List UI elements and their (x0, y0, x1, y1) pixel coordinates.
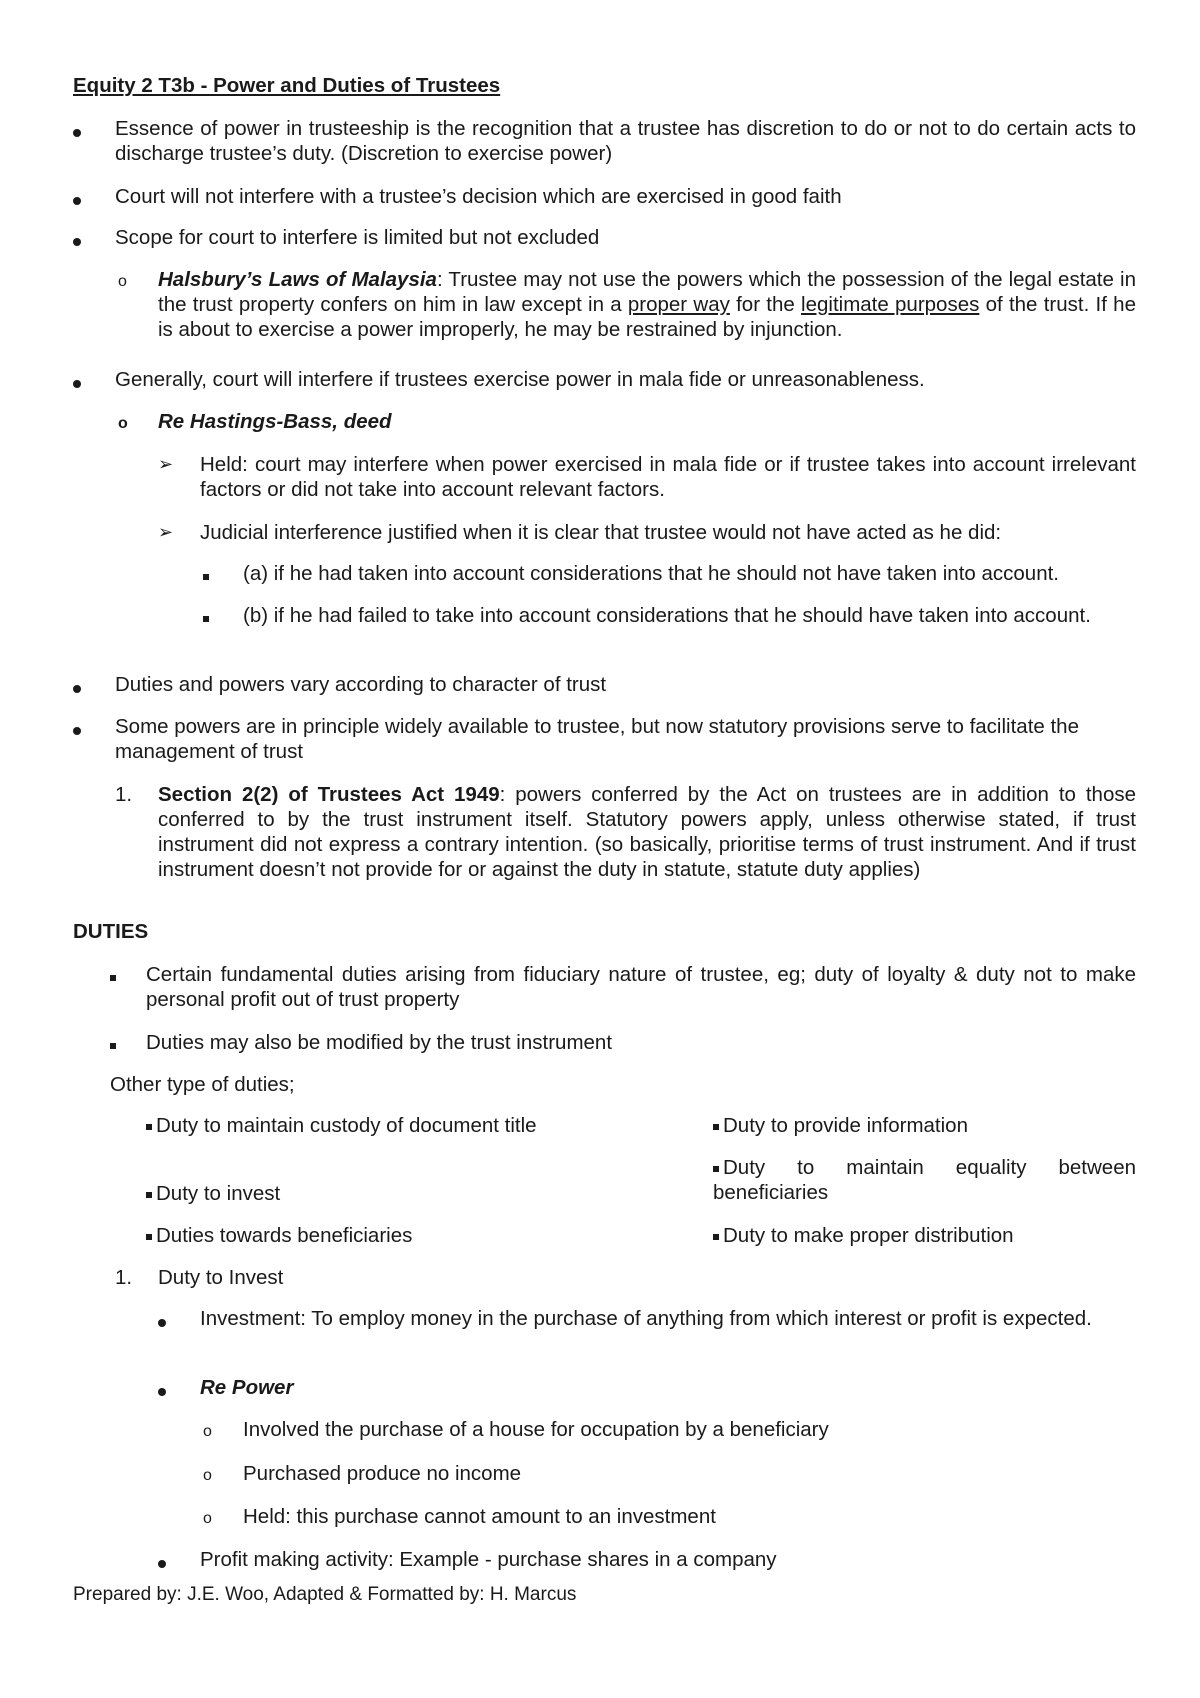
duty-type-item: Duty to invest (146, 1181, 566, 1206)
duty-text: Certain fundamental duties arising from fiduciary nature of trustee, eg; duty of loyalty & duty not to make personal profit out of trust property (146, 963, 1136, 1011)
circle-marker: o (203, 1467, 212, 1484)
bullet-text: Profit making activity: Example - purchase shares in a company (200, 1548, 777, 1571)
sub-item-text: Held: this purchase cannot amount to an investment (243, 1505, 716, 1528)
arrow-text: Judicial interference justified when it is clear that trustee would not have acted as he did: (200, 521, 1002, 544)
square-marker (713, 1166, 719, 1172)
duty-text: Duties may also be modified by the trust instrument (146, 1031, 613, 1054)
circle-marker: o (203, 1423, 212, 1440)
bullet-marker (73, 118, 81, 143)
square-marker (110, 1030, 116, 1055)
bullet-marker (158, 1549, 166, 1574)
square-marker (713, 1124, 719, 1130)
sub-item-text: (b) if he had failed to take into account considerations that he should have taken into account. (243, 604, 1091, 627)
circle-marker: o (118, 273, 127, 290)
circle-marker: o (118, 415, 128, 432)
bullet-text: Investment: To employ money in the purchase of anything from which interest or profit is expected. (200, 1307, 1092, 1330)
square-marker (146, 1234, 152, 1240)
bullet-marker (73, 369, 81, 394)
case-name: Re Power (200, 1376, 294, 1399)
square-marker (146, 1124, 152, 1130)
square-marker (146, 1192, 152, 1198)
sub-item-text: Involved the purchase of a house for occupation by a beneficiary (243, 1418, 829, 1441)
bullet-marker (158, 1377, 166, 1402)
square-marker (203, 561, 209, 586)
bullet-text: Essence of power in trusteeship is the recognition that a trustee has discretion to do or not to do certain acts to discharge trustee’s duty. (Discretion to exercise power) (115, 117, 1136, 165)
subsection-title: Duty to Invest (158, 1266, 284, 1289)
case-name: Re Hastings-Bass, deed (158, 410, 392, 433)
arrow-text: Held: court may interfere when power exercised in mala fide or if trustee takes into account irrelevant factors or did not take into account relevant factors. (200, 453, 1136, 501)
list-number: 1. (115, 1266, 133, 1289)
duty-type-item: Duty to maintain equality between beneficiaries (713, 1156, 1136, 1204)
duty-type-item: Duty to maintain custody of document title (146, 1113, 566, 1138)
sub-item-text: Purchased produce no income (243, 1462, 522, 1485)
section-heading: DUTIES (73, 920, 149, 943)
halsbury-text: Halsbury’s Laws of Malaysia: Trustee may not use the powers which the possession of the legal estate in the trust property confers on him in law except in a proper way for the legitimate purposes of the trust. If he is about to exercise a power improperly, he may be restrained by injunction. (158, 268, 1136, 341)
section-text: Section 2(2) of Trustees Act 1949: powers conferred by the Act on trustees are in addition to those conferred to by the trust instrument itself. Statutory powers apply, unless otherwise stated, if trust instrument did not express a contrary intention. (so basically, prioritise terms of trust instrument. And if trust instrument doesn’t not provide for or against the duty in statute, statute duty applies) (158, 783, 1136, 881)
arrow-icon: ➢ (158, 522, 174, 542)
bullet-text: Court will not interfere with a trustee’s decision which are exercised in good faith (115, 185, 842, 208)
case-name: Halsbury’s Laws of Malaysia (158, 268, 437, 291)
page-footer: Prepared by: J.E. Woo, Adapted & Formatted by: H. Marcus (73, 1584, 577, 1605)
bullet-marker (73, 674, 81, 699)
duty-type-item: Duties towards beneficiaries (146, 1223, 566, 1248)
other-types-label: Other type of duties; (110, 1073, 295, 1096)
circle-marker: o (203, 1510, 212, 1527)
square-marker (110, 962, 116, 987)
sub-item-text: (a) if he had taken into account considerations that he should not have taken into account. (243, 562, 1059, 585)
page-title: Equity 2 T3b - Power and Duties of Trustees (73, 74, 501, 97)
square-marker (203, 603, 209, 628)
bullet-text: Generally, court will interfere if trustees exercise power in mala fide or unreasonableness. (115, 368, 925, 391)
bullet-text: Duties and powers vary according to character of trust (115, 673, 607, 696)
duty-type-item: Duty to make proper distribution (713, 1223, 1136, 1248)
arrow-icon: ➢ (158, 454, 174, 474)
bullet-text: Some powers are in principle widely available to trustee, but now statutory provisions serve to facilitate the management of trust (115, 715, 1079, 763)
list-number: 1. (115, 783, 133, 806)
bullet-text: Scope for court to interfere is limited but not excluded (115, 226, 600, 249)
duty-type-item: Duty to provide information (713, 1113, 1136, 1138)
bullet-marker (73, 716, 81, 741)
bullet-marker (73, 186, 81, 211)
bullet-marker (73, 227, 81, 252)
bullet-marker (158, 1308, 166, 1333)
square-marker (713, 1234, 719, 1240)
